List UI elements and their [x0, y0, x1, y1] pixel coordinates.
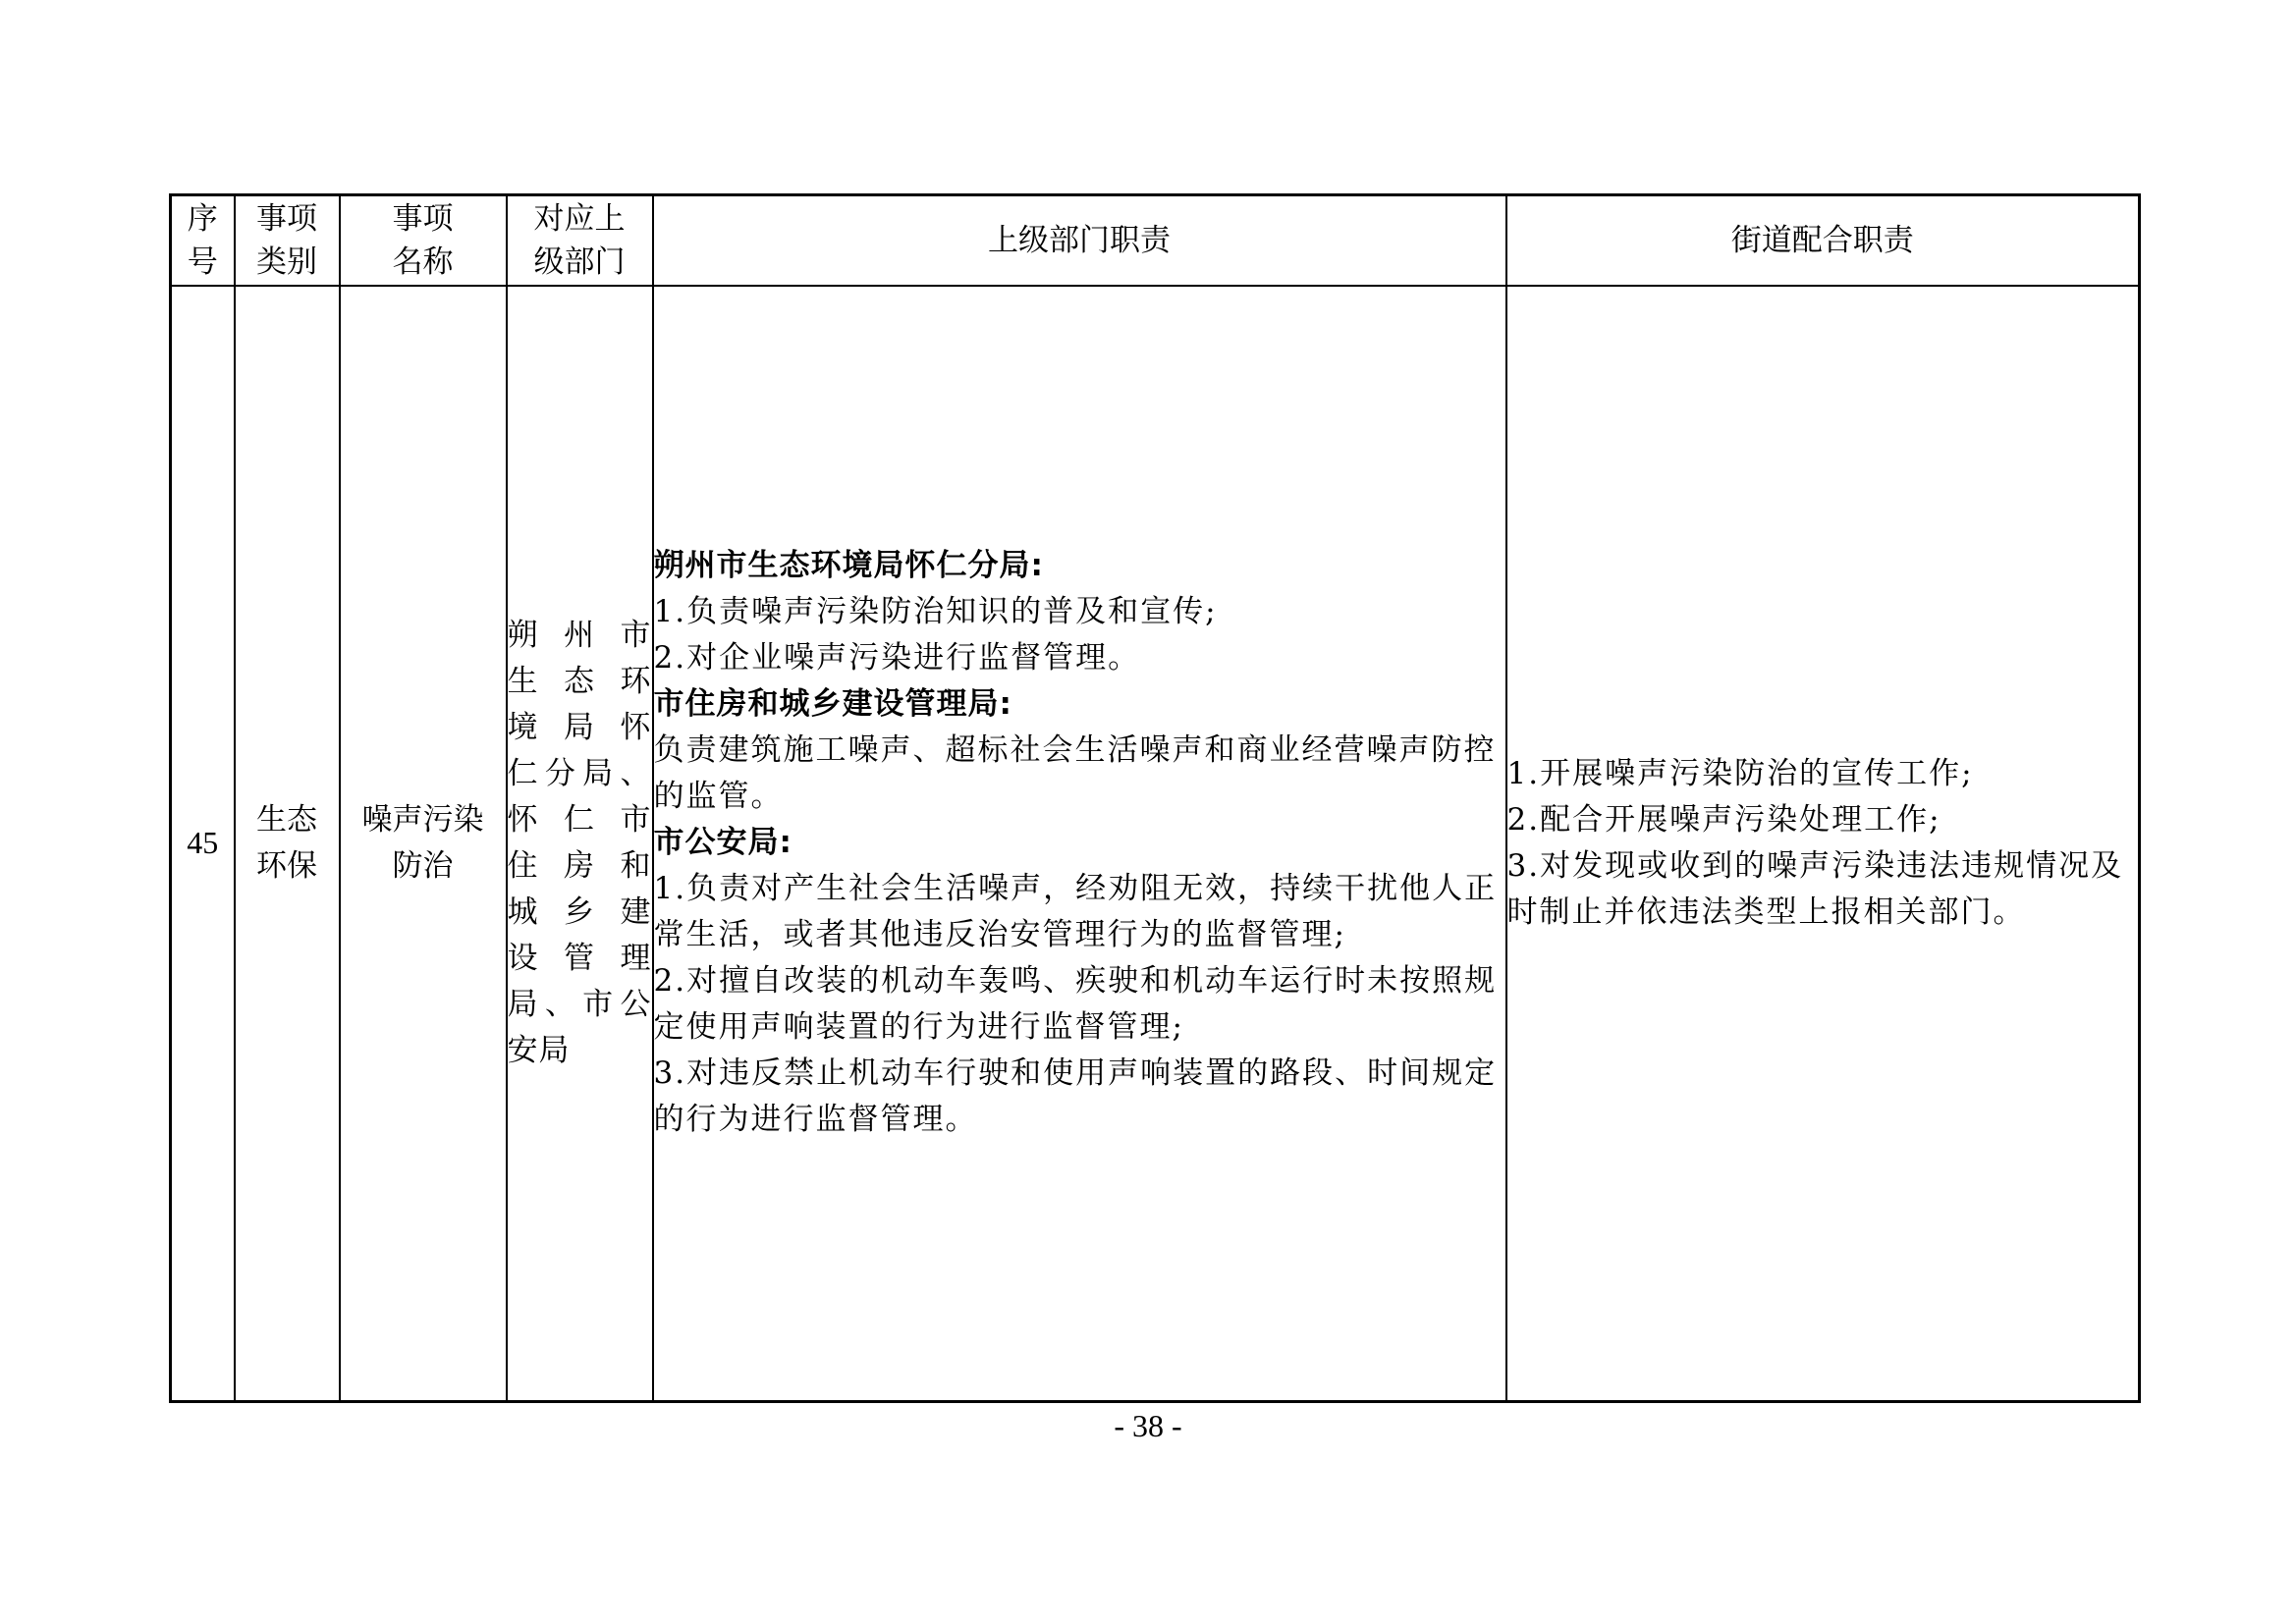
street-duty-line: 1.开展噪声污染防治的宣传工作;	[1506, 755, 1974, 791]
row-name: 噪声污染 防治	[340, 286, 507, 1402]
header-seq: 序 号	[171, 195, 235, 286]
duty-line: 1.负责对产生社会生活噪声，经劝阻无效，持续干扰他人正常生活，或者其他违反治安管理行为的监督管理;	[653, 871, 1498, 953]
duty-line: 2.对擅自改装的机动车轰鸣、疾驶和机动车运行时未按照规定使用声响装置的行为进行监督管理;	[653, 963, 1498, 1046]
header-upper-duty: 上级部门职责	[653, 195, 1506, 286]
row-street-duties	[1506, 286, 2140, 1402]
header-dept: 对应上 级部门	[507, 195, 653, 286]
table-header-row	[171, 195, 2140, 286]
header-name: 事项 名称	[340, 195, 507, 286]
org-heading: 市公安局:	[653, 825, 793, 861]
street-duty-line: 2.配合开展噪声污染处理工作;	[1506, 801, 1941, 838]
duty-line: 负责建筑施工噪声、超标社会生活噪声和商业经营噪声防控的监管。	[653, 732, 1497, 815]
row-dept: 朔州市 生态环 境局怀 仁分局、 怀仁市 住房和 城乡建 设管理 局、市公 安局	[507, 286, 653, 1402]
duty-line: 3.对违反禁止机动车行驶和使用声响装置的路段、时间规定的行为进行监督管理。	[653, 1055, 1498, 1138]
duty-table	[169, 193, 2141, 1403]
header-category: 事项 类别	[235, 195, 340, 286]
row-upper-duties	[653, 286, 1506, 1402]
page-number: - 38 -	[1114, 1408, 1182, 1443]
table-row	[171, 286, 2140, 1402]
row-seq: 45	[171, 286, 235, 1402]
duty-line: 2.对企业噪声污染进行监督管理。	[653, 640, 1141, 676]
org-heading: 市住房和城乡建设管理局:	[653, 686, 1012, 723]
duty-line: 1.负责噪声污染防治知识的普及和宣传;	[653, 594, 1218, 630]
street-duty-line: 3.对发现或收到的噪声污染违法违规情况及时制止并依违法类型上报相关部门。	[1506, 847, 2124, 930]
row-category: 生态 环保	[235, 286, 340, 1402]
org-heading: 朔州市生态环境局怀仁分局:	[653, 548, 1044, 584]
header-street-duty: 街道配合职责	[1506, 195, 2140, 286]
